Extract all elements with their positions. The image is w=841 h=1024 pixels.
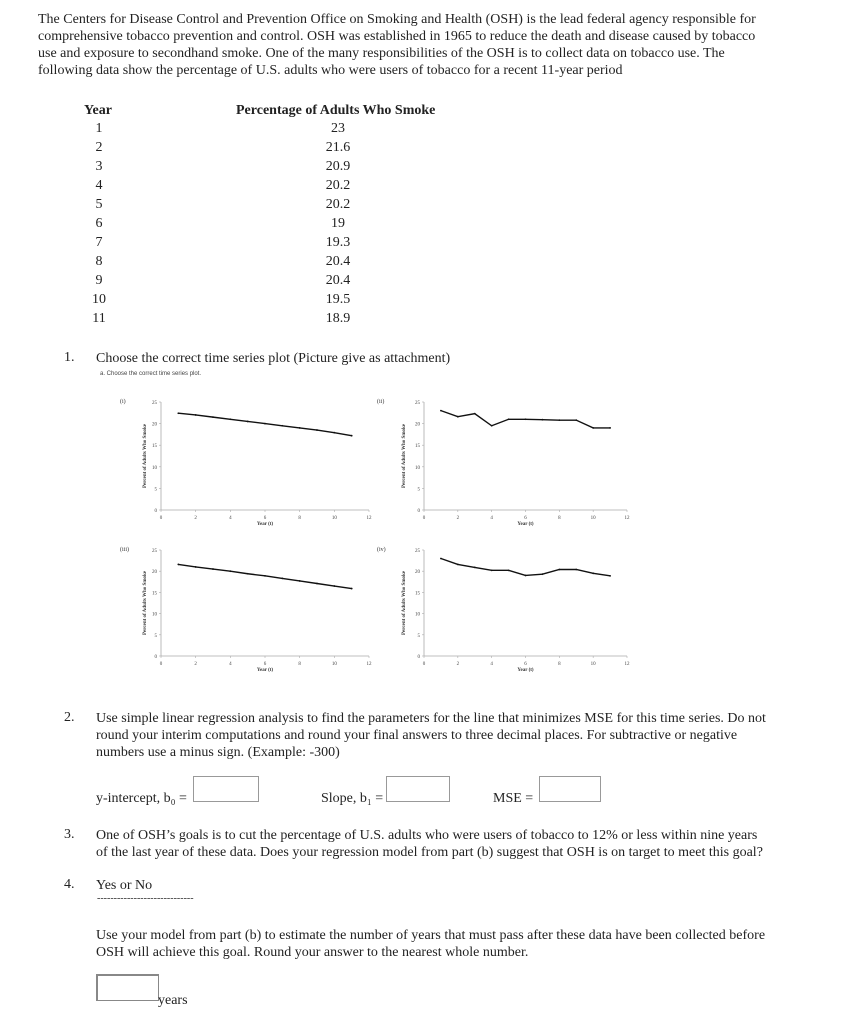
x-tick-label: 12 (624, 516, 630, 521)
question-3-line: of the last year of these data. Does your regression model from part (b) suggest that OSH is on target to meet this goal? (96, 845, 763, 860)
intro-line: comprehensive tobacco prevention and control. OSH was established in 1965 to reduce the death and disease caused by tobacco (38, 29, 756, 44)
question-3-text (96, 827, 763, 861)
x-tick-label: 8 (298, 516, 301, 521)
intro-paragraph (38, 11, 798, 79)
data-point (212, 416, 214, 418)
y-tick-label: 0 (417, 509, 420, 514)
x-tick-label: 4 (490, 516, 493, 521)
data-point (281, 578, 283, 580)
y-tick-label: 10 (152, 612, 157, 618)
data-point (177, 564, 179, 566)
intro-line: use and exposure to secondhand smoke. One of the many responsibilities of the OSH is to collect data on tobacco use. The (38, 46, 725, 61)
y-tick-label: 25 (415, 401, 420, 406)
x-tick-label: 10 (590, 516, 596, 521)
data-point (351, 588, 353, 590)
x-tick-label: 12 (624, 662, 630, 667)
x-tick-label: 2 (194, 516, 197, 521)
data-point (558, 569, 560, 571)
table-cell-percentage: 19.3 (325, 235, 351, 250)
slope-label: Slope, b₁ = (321, 791, 384, 806)
question-2-line: round your interim computations and round your final answers to three decimal places. For subtractive or negative (96, 728, 738, 743)
y-tick-label: 0 (417, 655, 420, 660)
x-tick-label: 6 (263, 662, 267, 667)
table-cell-year: 10 (92, 292, 106, 307)
table-cell-percentage: 23 (331, 121, 345, 136)
y-tick-label: 10 (152, 465, 157, 471)
question-1-number: 1. (64, 350, 75, 365)
plot-label: (iii) (120, 547, 129, 553)
data-point (299, 427, 301, 429)
data-point (592, 572, 594, 574)
question-4-text (96, 927, 765, 961)
data-point (508, 418, 510, 420)
plot-label: (ii) (377, 399, 385, 405)
question-2-line: numbers use a minus sign. (Example: -300) (96, 745, 340, 760)
series-line (441, 558, 610, 575)
data-point (592, 427, 594, 429)
table-cell-year: 6 (95, 216, 103, 231)
question-3-line: One of OSH’s goals is to cut the percentage of U.S. adults who were users of tobacco to 12% or less within nine years (96, 828, 758, 843)
x-tick-label: 10 (331, 516, 337, 521)
mse-input[interactable] (539, 776, 601, 802)
y-tick-label: 15 (152, 444, 157, 450)
y-axis-label: Percent of Adults Who Smoke (143, 424, 148, 488)
question-1-text: Choose the correct time series plot (Picture give as attachment) (96, 351, 451, 366)
table-cell-percentage: 20.2 (325, 178, 351, 193)
y-tick-label: 20 (415, 422, 420, 428)
data-point (264, 575, 266, 577)
question-3-number: 3. (64, 827, 75, 842)
plot-label: (iv) (377, 547, 386, 553)
y-tick-label: 5 (417, 487, 420, 493)
x-tick-label: 0 (422, 662, 426, 667)
y-tick-label: 5 (154, 633, 157, 639)
y-tick-label: 5 (417, 633, 420, 639)
data-point (264, 423, 266, 425)
table-cell-percentage: 20.4 (325, 254, 351, 269)
table-cell-percentage: 20.9 (325, 159, 351, 174)
data-point (542, 573, 544, 575)
y-tick-label: 20 (152, 570, 157, 576)
mse-label: MSE = (493, 791, 534, 806)
data-point (575, 419, 577, 421)
data-point (316, 583, 318, 585)
x-axis-label: Year (t) (517, 668, 534, 673)
x-axis-label: Year (t) (256, 668, 274, 673)
data-point (212, 568, 214, 570)
y-axis-label: Percent of Adults Who Smoke (143, 571, 148, 635)
question-2-number: 2. (64, 710, 75, 725)
y-tick-label: 15 (415, 591, 420, 597)
data-point (316, 429, 318, 431)
y-tick-label: 20 (152, 422, 157, 428)
data-point (229, 570, 231, 572)
x-tick-label: 2 (456, 516, 460, 521)
question-2-text (96, 710, 796, 761)
y-tick-label: 15 (415, 444, 420, 450)
y-tick-label: 10 (415, 465, 420, 471)
x-tick-label: 12 (366, 516, 372, 521)
table-header-percentage: Percentage of Adults Who Smoke (236, 103, 436, 118)
table-cell-percentage: 19.5 (325, 292, 351, 307)
data-point (440, 410, 442, 412)
x-axis-label: Year (t) (517, 522, 534, 527)
data-point (333, 585, 335, 587)
yes-no-dropdown[interactable]: Yes or No (96, 878, 153, 893)
x-tick-label: 10 (590, 662, 596, 667)
data-point (333, 432, 335, 434)
data-point (351, 435, 353, 437)
x-tick-label: 6 (263, 516, 267, 521)
data-point (229, 418, 231, 420)
question-4-line: Use your model from part (b) to estimate the number of years that must pass after these data have been collected before (96, 928, 766, 943)
question-2-line: Use simple linear regression analysis to find the parameters for the line that minimizes MSE for this time series. Do not (96, 711, 766, 726)
x-tick-label: 6 (524, 662, 527, 667)
table-cell-percentage: 19 (331, 216, 345, 231)
y-tick-label: 10 (415, 612, 420, 618)
table-cell-year: 11 (92, 311, 106, 326)
table-cell-percentage: 18.9 (325, 311, 351, 326)
table-cell-year: 3 (95, 159, 103, 174)
table-cell-year: 7 (95, 235, 103, 250)
y-tick-label: 15 (152, 591, 157, 597)
slope-input[interactable] (386, 776, 450, 802)
table-cell-year: 4 (95, 178, 103, 193)
data-point (542, 419, 544, 421)
y-tick-label: 25 (152, 401, 157, 406)
table-cell-percentage: 21.6 (325, 140, 351, 155)
question-4-number: 4. (64, 877, 75, 892)
y-tick-label: 0 (154, 509, 157, 514)
x-tick-label: 0 (159, 662, 163, 667)
data-point (525, 418, 527, 420)
x-tick-label: 0 (159, 516, 163, 521)
x-tick-label: 8 (298, 662, 301, 667)
table-cell-percentage: 20.4 (325, 273, 351, 288)
data-point (457, 416, 459, 418)
plot-label: (i) (120, 399, 126, 405)
x-tick-label: 4 (490, 662, 493, 667)
y-tick-label: 0 (154, 655, 157, 660)
y-tick-label: 25 (152, 549, 157, 554)
x-tick-label: 6 (524, 516, 527, 521)
x-tick-label: 4 (229, 662, 232, 667)
y-tick-label: 5 (154, 487, 157, 493)
x-tick-label: 10 (331, 662, 337, 667)
data-point (299, 580, 301, 582)
data-point (525, 575, 527, 577)
y-axis-label: Percent of Adults Who Smoke (402, 571, 407, 635)
years-unit-label: years (158, 993, 188, 1008)
x-tick-label: 0 (422, 516, 426, 521)
intro-line: following data show the percentage of U.S. adults who were users of tobacco for a recent 11-year period (38, 63, 623, 78)
data-point (474, 413, 476, 415)
table-cell-percentage: 20.2 (325, 197, 351, 212)
x-tick-label: 4 (229, 516, 232, 521)
y-tick-label: 20 (415, 570, 420, 576)
intercept-label: y-intercept, b₀ = (96, 791, 187, 806)
table-cell-year: 2 (95, 140, 103, 155)
data-point (609, 427, 611, 429)
x-tick-label: 2 (456, 662, 460, 667)
table-header-year: Year (84, 103, 112, 118)
question-1-subtext: a. Choose the correct time series plot. (100, 371, 202, 377)
y-tick-label: 25 (415, 549, 420, 554)
intercept-input[interactable] (193, 776, 259, 802)
y-axis-label: Percent of Adults Who Smoke (402, 424, 407, 488)
data-point (609, 575, 611, 577)
x-axis-label: Year (t) (256, 522, 274, 527)
data-point (247, 421, 249, 423)
table-cell-year: 8 (95, 254, 103, 269)
data-point (575, 569, 577, 571)
data-point (440, 558, 442, 560)
data-point (457, 564, 459, 566)
data-point (491, 425, 493, 427)
data-point (177, 412, 179, 414)
x-tick-label: 8 (558, 516, 561, 521)
data-point (195, 566, 197, 568)
data-point (247, 573, 249, 575)
x-tick-label: 12 (366, 662, 372, 667)
intro-line: The Centers for Disease Control and Prevention Office on Smoking and Health (OSH) is the lead federal agency responsible for (38, 12, 756, 27)
table-cell-year: 1 (95, 121, 103, 136)
data-point (508, 569, 510, 571)
question-4-line: OSH will achieve this goal. Round your answer to the nearest whole number. (96, 945, 529, 960)
x-tick-label: 8 (558, 662, 561, 667)
dropdown-underline: ----------------------------- (97, 893, 194, 904)
table-cell-year: 9 (95, 273, 103, 288)
data-point (474, 566, 476, 568)
time-series-plots (0, 385, 841, 715)
data-point (558, 419, 560, 421)
table-cell-year: 5 (95, 197, 103, 212)
x-tick-label: 2 (194, 662, 197, 667)
data-point (195, 414, 197, 416)
data-point (281, 425, 283, 427)
years-input[interactable] (96, 974, 159, 1001)
data-point (491, 569, 493, 571)
